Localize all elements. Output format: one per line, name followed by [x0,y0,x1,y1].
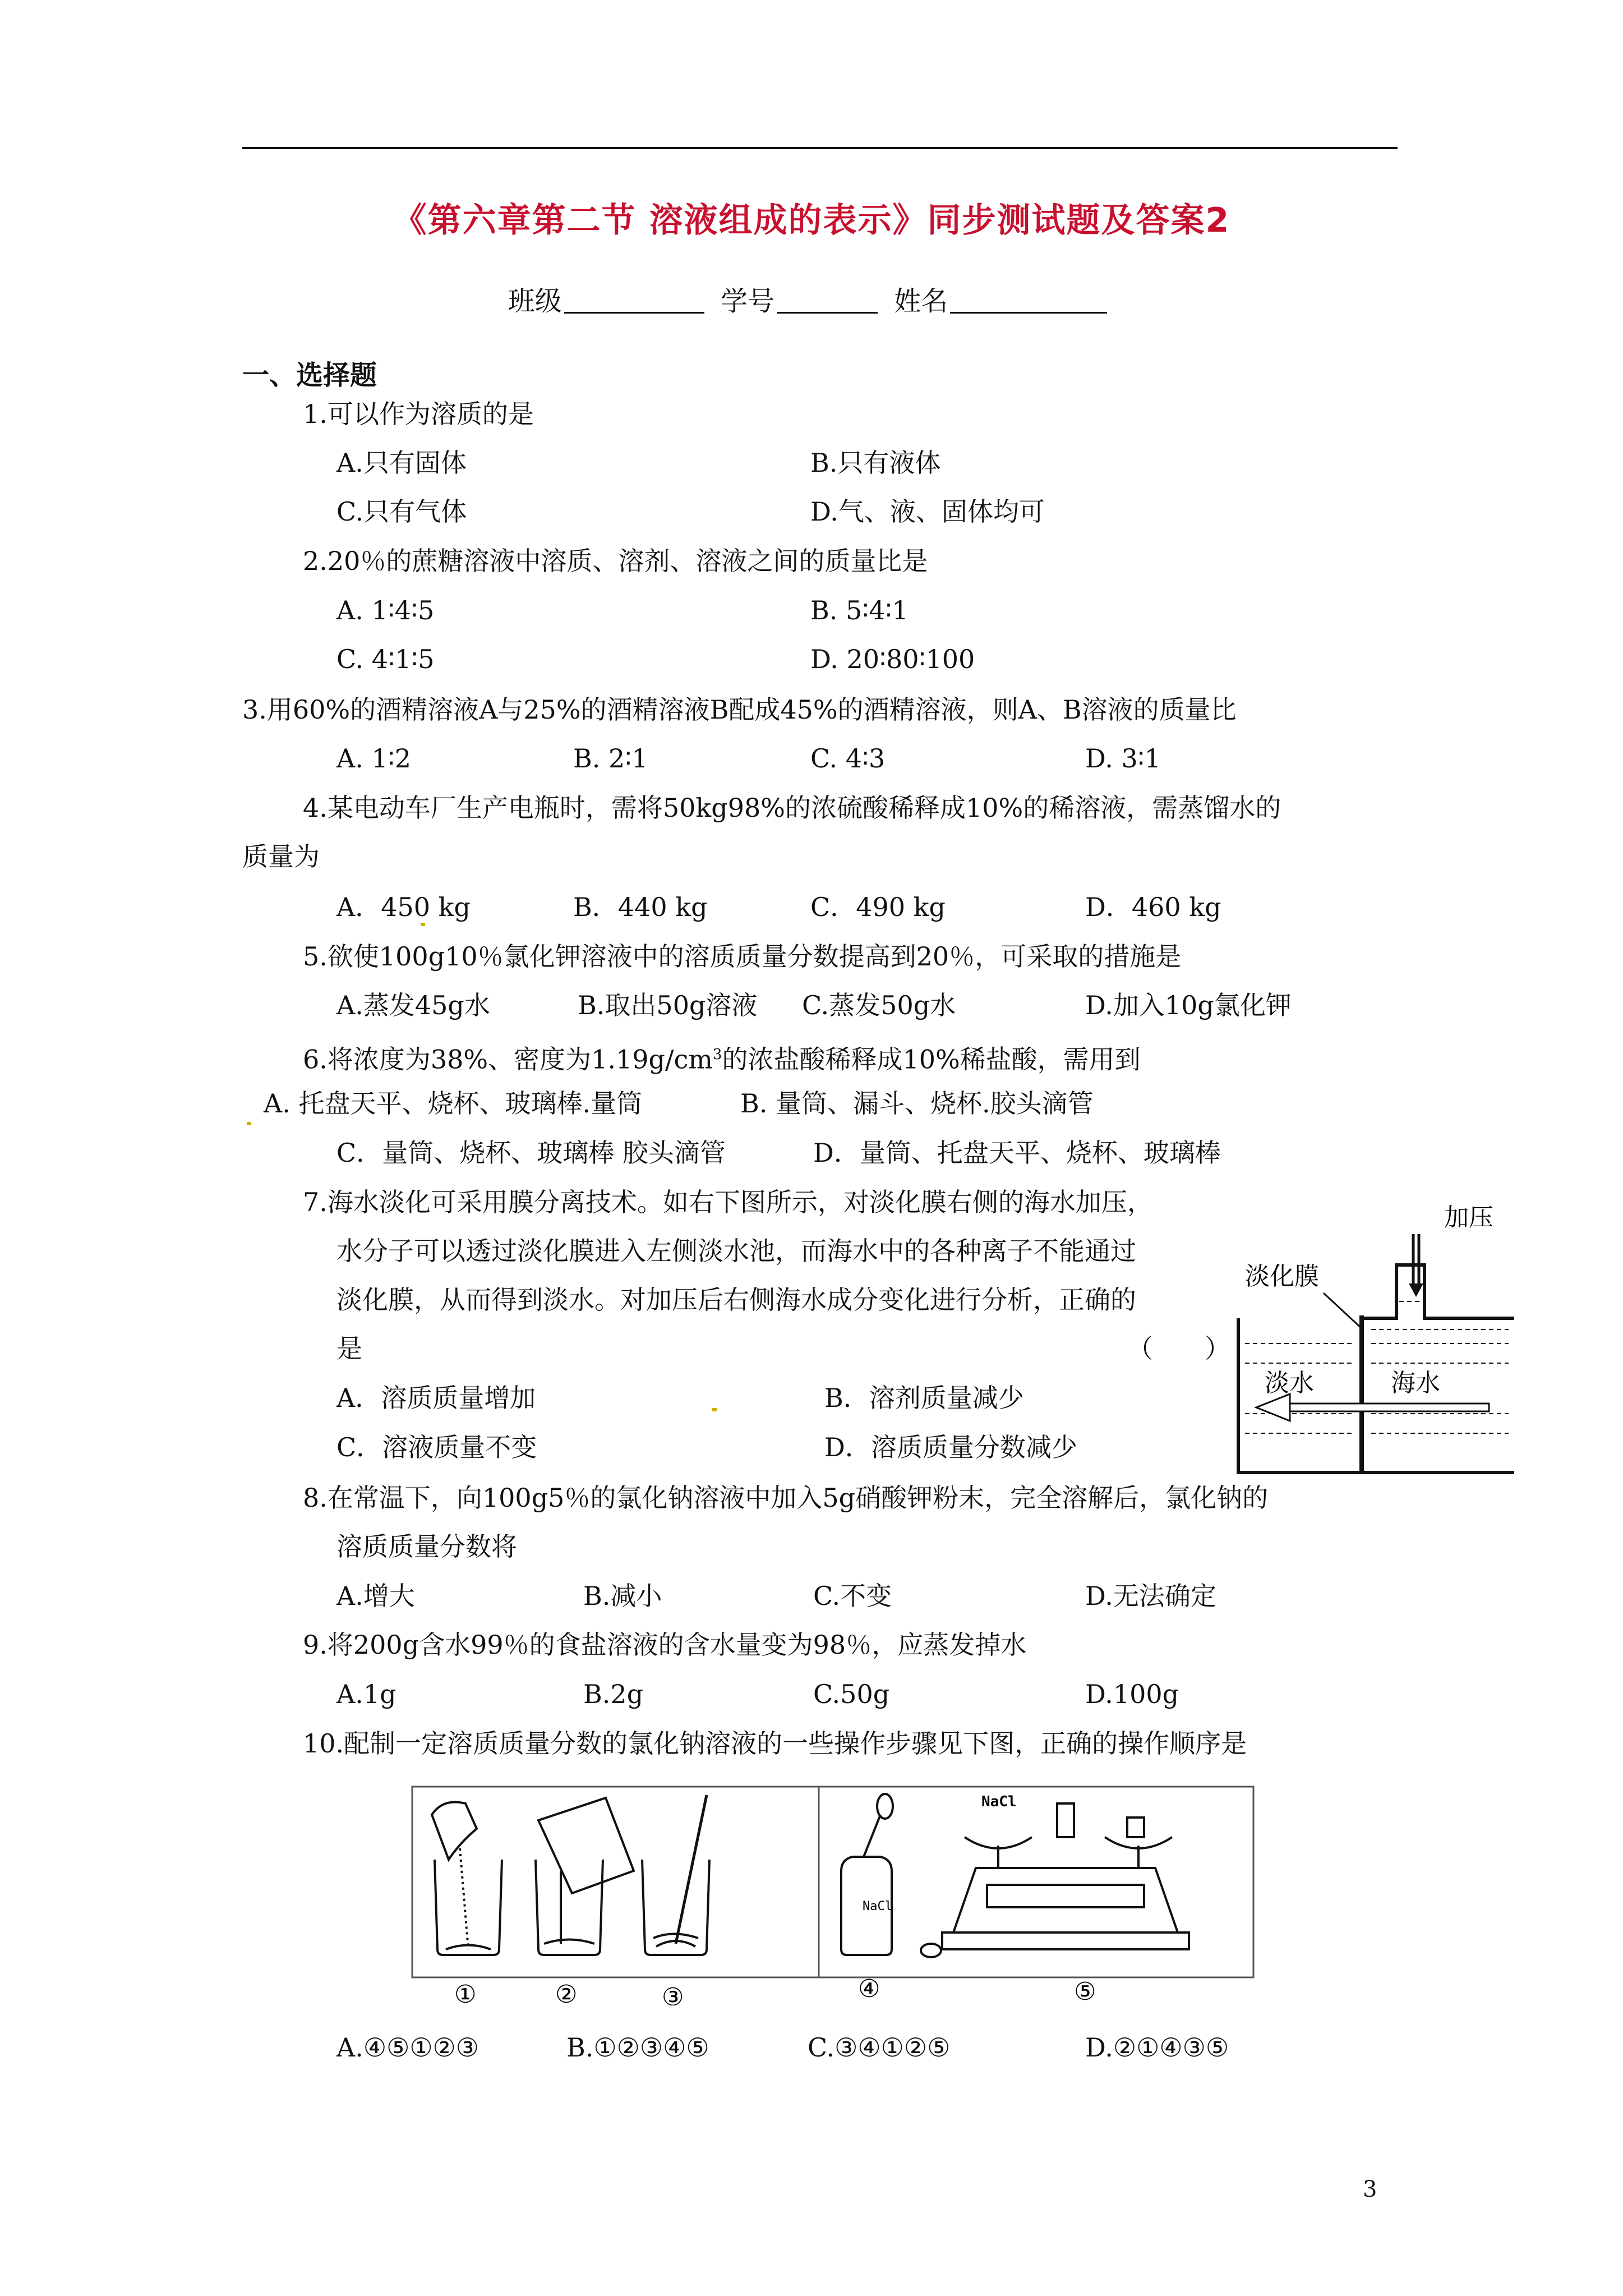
option: C．溶液质量不变 [336,1432,537,1462]
question-stem: 3.用60%的酒精溶液A与25%的酒精溶液B配成45%的酒精溶液，则A、B溶液的质量比 [242,694,1237,725]
step-3-stir [642,1795,709,1955]
option: B.只有液体 [810,448,941,478]
membrane-label: 淡化膜 [1245,1262,1319,1291]
option: D.无法确定 [1085,1581,1216,1611]
question-stem: 6.将浓度为38%、密度为$1.19g/cm^3$的浓盐酸稀释成10%稀盐酸，需用到 [303,1044,1141,1075]
class-label: 班级 [508,286,562,317]
fresh-water-label: 淡水 [1265,1369,1314,1397]
nacl-balance-label: NaCl [981,1793,1017,1810]
name-blank[interactable] [950,287,1107,314]
option: D.100g [1085,1679,1179,1709]
option: C. 4∶3 [810,743,886,774]
question-stem: 1.可以作为溶质的是 [303,399,534,429]
option: C．490 kg [810,892,946,922]
question-stem: 7.海水淡化可采用膜分离技术。如右下图所示，对淡化膜右侧的海水加压， [303,1187,1153,1217]
option: C. 4∶1∶5 [336,644,435,674]
option: D．溶质质量分数减少 [824,1432,1077,1462]
question-stem: 10.配制一定溶质质量分数的氯化钠溶液的一些操作步骤见下图，正确的操作顺序是 [303,1728,1247,1759]
option: D. 20∶80∶100 [810,644,975,674]
question-stem: 9.将200g含水99％的食盐溶液的含水量变为98％，应蒸发掉水 [303,1630,1027,1660]
option: A.只有固体 [336,448,467,478]
pressure-label: 加压 [1444,1203,1493,1232]
question-stem: 4.某电动车厂生产电瓶时，需将50kg98%的浓硫酸稀释成10%的稀溶液，需蒸馏水的 [303,793,1281,823]
option: B.2g [583,1679,644,1709]
question-stem: 5.欲使100g10％氯化钾溶液中的溶质质量分数提高到20％，可采取的措施是 [303,941,1182,972]
option: D.②①④③⑤ [1085,2032,1229,2063]
header-rule [242,147,1398,149]
question-stem-cont: 水分子可以透过淡化膜进入左侧淡水池，而海水中的各种离子不能通过 [336,1236,1136,1266]
step-5-weigh [942,1803,1189,1949]
answer-bracket: （ ） [1127,1333,1230,1364]
scan-artifact [421,923,425,926]
name-label: 姓名 [894,286,948,317]
flow-arrow [1287,1404,1489,1411]
option: A. 1∶4∶5 [336,595,435,625]
question-stem-cont: 淡化膜，从而得到淡水。对加压后右侧海水成分变化进行分析，正确的 [336,1285,1136,1315]
question-stem: 2.20％的蔗糖溶液中溶质、溶剂、溶液之间的质量比是 [303,546,928,576]
option: D. 3∶1 [1085,743,1161,774]
option: D．量筒、托盘天平、烧杯、玻璃棒 [813,1138,1221,1168]
option: C．量筒、烧杯、玻璃棒 胶头滴管 [336,1138,726,1168]
option: B.取出50g溶液 [578,990,758,1020]
option: C.不变 [813,1581,892,1611]
option: C.只有气体 [336,496,467,527]
option: C.50g [813,1679,890,1709]
class-blank[interactable] [564,287,704,314]
option: D．460 kg [1085,892,1221,922]
option: D.气、液、固体均可 [810,496,1045,527]
option: B. 5∶4∶1 [810,595,909,625]
option: A.蒸发45g水 [336,990,490,1020]
number-blank[interactable] [777,287,878,314]
section-heading: 一、选择题 [242,360,377,391]
nacl-bottle-label: NaCl [863,1899,892,1913]
student-info-line [0,279,1623,318]
step-1-pour-solid [432,1802,502,1955]
step-2-pour-water [536,1798,634,1955]
option: A. 1∶2 [336,743,411,774]
page-title: 《第六章第二节 溶液组成的表示》同步测试题及答案2 [393,201,1230,240]
option: B.减小 [583,1581,662,1611]
step-label: ① [454,1980,477,2005]
option: B．溶剂质量减少 [824,1383,1024,1413]
option: A．溶质质量增加 [336,1383,536,1413]
step-label: ⑤ [1074,1977,1096,2005]
number-label: 学号 [720,286,774,317]
question-stem-cont: 溶质质量分数将 [336,1531,517,1562]
question-stem-cont: 是 [336,1333,362,1364]
option: B. 量筒、漏斗、烧杯.胶头滴管 [740,1088,1094,1119]
step-label: ④ [858,1975,880,2003]
question-stem-cont: 质量为 [242,841,320,872]
solution-preparation-steps-figure [393,1781,1267,2005]
option: A.1g [336,1679,396,1709]
option: D.加入10g氯化钾 [1085,990,1292,1020]
option: A. 托盘天平、烧杯、玻璃棒.量筒 [264,1088,643,1119]
step-4-take-salt [841,1794,941,1957]
scan-artifact [712,1408,717,1411]
step-label: ② [555,1980,578,2005]
option: C.蒸发50g水 [802,990,956,1020]
option: B．440 kg [573,892,708,922]
page-number: 3 [1363,2177,1377,2202]
scan-artifact [247,1122,251,1125]
option: B. 2∶1 [573,743,648,774]
option: A.增大 [336,1581,415,1611]
option: B.①②③④⑤ [566,2032,709,2063]
question-stem: 8.在常温下，向100g5％的氯化钠溶液中加入5g硝酸钾粉末，完全溶解后，氯化钠的 [303,1483,1269,1513]
option: A.④⑤①②③ [336,2032,479,2063]
option: C.③④①②⑤ [808,2032,951,2063]
desalination-membrane-diagram [1234,1195,1514,1487]
step-label: ③ [662,1983,684,2005]
option: A．450 kg [336,892,471,922]
sea-water-label: 海水 [1391,1369,1440,1397]
